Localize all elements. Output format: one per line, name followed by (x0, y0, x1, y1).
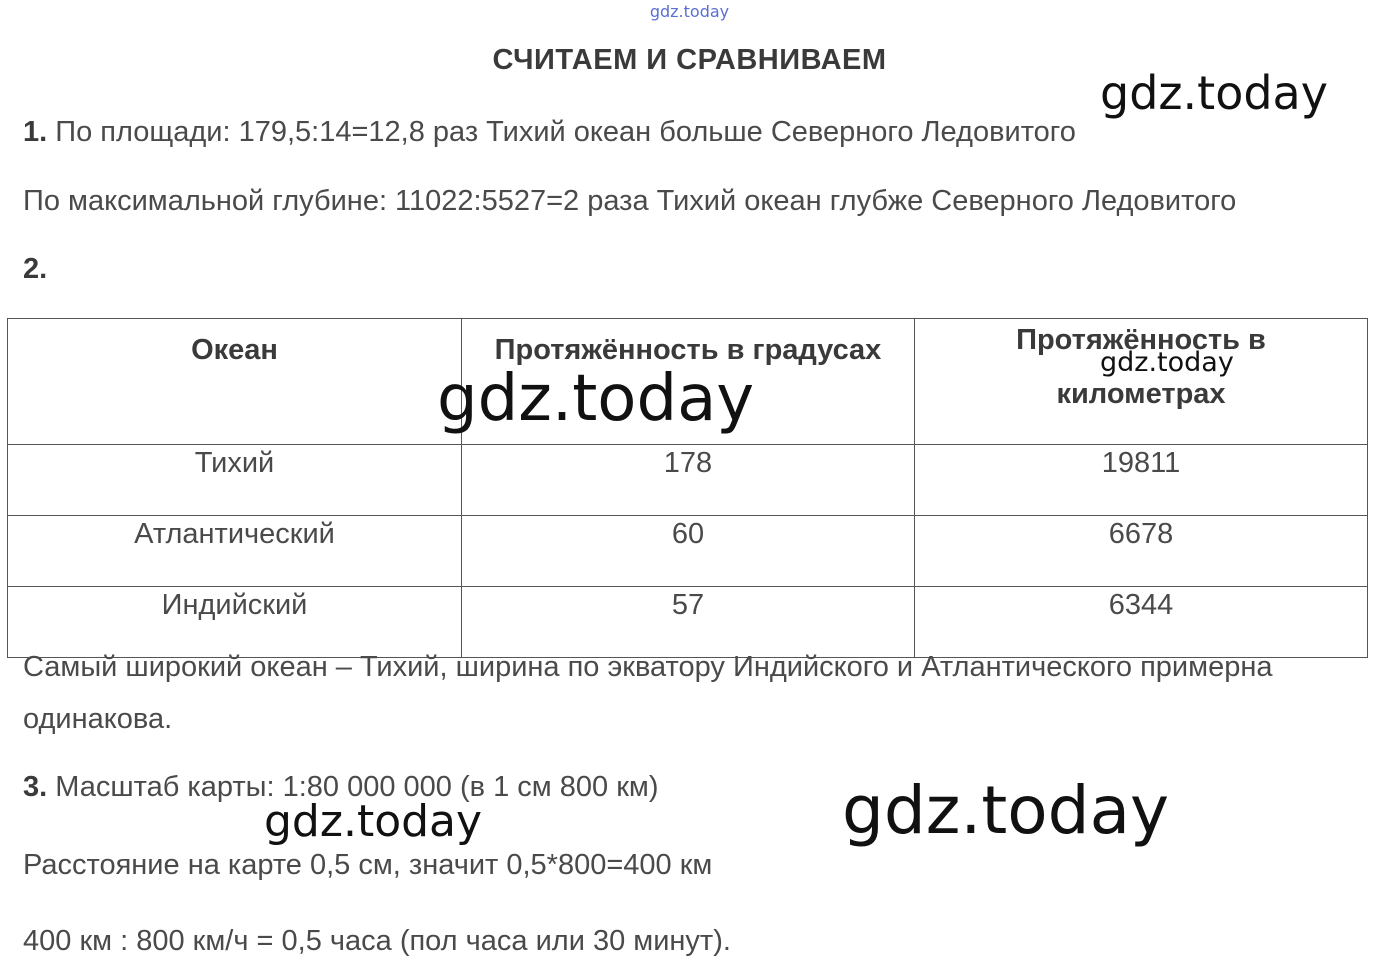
task2-conclusion-line2: одинакова. (23, 703, 173, 735)
task1-line1-text: По площади: 179,5:14=12,8 раз Тихий океан больше Северного Ледовитого (55, 116, 1076, 148)
task1-line1 (23, 116, 1076, 149)
cell-degrees: 178 (462, 445, 915, 516)
watermark-bottom-left: gdz.today (264, 796, 483, 847)
task1-number: 1. (23, 116, 48, 148)
header-km (915, 319, 1368, 445)
cell-degrees: 60 (462, 516, 915, 587)
watermark-top-right: gdz.today (1100, 66, 1328, 120)
header-ocean: Океан (8, 319, 462, 445)
cell-degrees: 57 (462, 587, 915, 658)
header-km-line2: километрах (1056, 378, 1226, 410)
header-degrees: Протяжённость в градусах (462, 319, 915, 445)
task3-line2: Расстояние на карте 0,5 см, значит 0,5*800=400 км (23, 849, 713, 881)
task2-number: 2. (23, 253, 48, 285)
cell-ocean: Тихий (8, 445, 462, 516)
cell-ocean: Индийский (8, 587, 462, 658)
task2-conclusion-line1: Самый широкий океан – Тихий, ширина по экватору Индийского и Атлантического примерна (23, 651, 1273, 683)
header-km-line1: Протяжённость в (1016, 324, 1266, 356)
cell-km: 19811 (915, 445, 1368, 516)
table-row (8, 445, 1368, 516)
cell-km: 6344 (915, 587, 1368, 658)
watermark-small-top: gdz.today (649, 2, 730, 21)
watermark-table-small: gdz.today (1100, 347, 1234, 378)
task3-number: 3. (23, 771, 48, 803)
watermark-bottom-right: gdz.today (842, 772, 1170, 849)
watermark-table-large: gdz.today (437, 362, 755, 436)
page-title: СЧИТАЕМ И СРАВНИВАЕМ (492, 44, 887, 76)
cell-ocean: Атлантический (8, 516, 462, 587)
task3-line3: 400 км : 800 км/ч = 0,5 часа (пол часа или 30 минут). (23, 925, 731, 957)
table-row (8, 516, 1368, 587)
table-row (8, 587, 1368, 658)
task3-line1-text: Масштаб карты: 1:80 000 000 (в 1 см 800 км) (55, 771, 659, 803)
task1-line2: По максимальной глубине: 11022:5527=2 раза Тихий океан глубже Северного Ледовитого (23, 185, 1237, 217)
cell-km: 6678 (915, 516, 1368, 587)
